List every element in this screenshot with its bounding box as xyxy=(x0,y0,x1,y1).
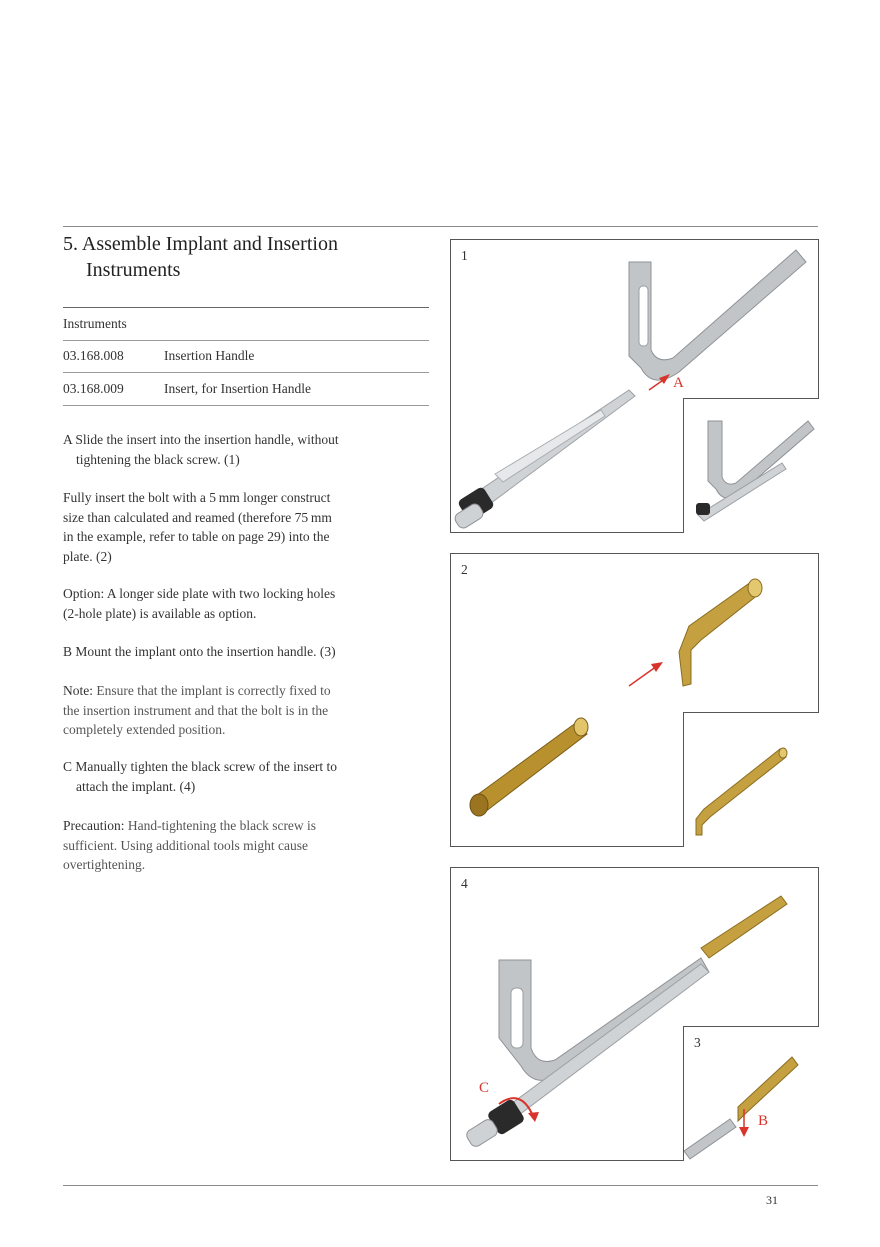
part-name: Insert, for Insertion Handle xyxy=(164,380,311,396)
option-line: Option: A longer side plate with two locking holes xyxy=(63,586,336,601)
bolt-line: in the example, refer to table on page 29) into the xyxy=(63,529,330,544)
step-c-line-2: attach the implant. (4) xyxy=(76,778,196,794)
bolt-line: Fully insert the bolt with a 5 mm longer construct xyxy=(63,490,331,505)
figure-1-panel xyxy=(450,239,819,533)
precaution-line: sufficient. Using additional tools might cause xyxy=(63,837,308,853)
figure-1-label: 1 xyxy=(461,248,468,263)
note-paragraph xyxy=(63,681,383,740)
title-line-2: Instruments xyxy=(86,259,181,281)
option-line: (2-hole plate) is available as option. xyxy=(63,605,257,621)
figure-2-label: 2 xyxy=(461,562,468,577)
step-a-line-1: A Slide the insert into the insertion handle, without xyxy=(63,432,339,447)
precaution-paragraph xyxy=(63,816,383,875)
part-number: 03.168.009 xyxy=(63,380,124,396)
precaution-text: Hand-tightening the black screw is xyxy=(124,818,317,833)
callout-b: B xyxy=(758,1113,769,1129)
part-number: 03.168.008 xyxy=(63,348,124,364)
inset-bolt-illustration xyxy=(684,713,819,847)
section-title xyxy=(63,231,423,283)
title-line-1: 5. Assemble Implant and Insertion xyxy=(63,233,338,255)
figure-2-inset xyxy=(683,712,819,847)
callout-a: A xyxy=(673,375,684,391)
table-header-row xyxy=(63,307,429,341)
figure-4-panel xyxy=(450,867,819,1161)
page-number: 31 xyxy=(766,1193,778,1207)
figure-4-label: 4 xyxy=(461,876,468,891)
step-b-line: B Mount the implant onto the insertion handle. (3) xyxy=(63,644,336,659)
table-header: Instruments xyxy=(63,315,127,331)
table-row xyxy=(63,341,429,374)
bolt-paragraph xyxy=(63,488,383,566)
note-line: completely extended position. xyxy=(63,722,226,737)
step-c-line-1: C Manually tighten the black screw of the insert to xyxy=(63,759,338,774)
precaution-label: Precaution: xyxy=(63,818,125,833)
step-a-line-2: tightening the black screw. (1) xyxy=(76,451,240,467)
instruments-table xyxy=(63,307,429,406)
precaution-line: overtightening. xyxy=(63,857,146,872)
step-c xyxy=(63,757,393,796)
bolt-line: size than calculated and reamed (therefore 75 mm xyxy=(63,509,332,525)
part-name: Insertion Handle xyxy=(164,348,255,364)
figure-1-inset xyxy=(683,398,819,533)
inset-implant-illustration xyxy=(684,1027,819,1161)
bolt-line: plate. (2) xyxy=(63,548,112,564)
step-a xyxy=(63,430,393,469)
inset-handle-illustration xyxy=(684,399,819,533)
note-label: Note: xyxy=(63,683,93,698)
note-text: Ensure that the implant is correctly fixed to xyxy=(93,683,331,698)
figure-3-inset xyxy=(683,1026,819,1161)
figure-2-panel xyxy=(450,553,819,847)
option-paragraph xyxy=(63,584,383,623)
top-rule xyxy=(63,226,818,227)
callout-c: C xyxy=(479,1080,490,1096)
figure-3-label: 3 xyxy=(694,1035,701,1050)
step-b xyxy=(63,642,393,662)
note-line: the insertion instrument and that the bolt is in the xyxy=(63,702,329,718)
bottom-rule xyxy=(63,1185,818,1186)
table-row xyxy=(63,373,429,406)
